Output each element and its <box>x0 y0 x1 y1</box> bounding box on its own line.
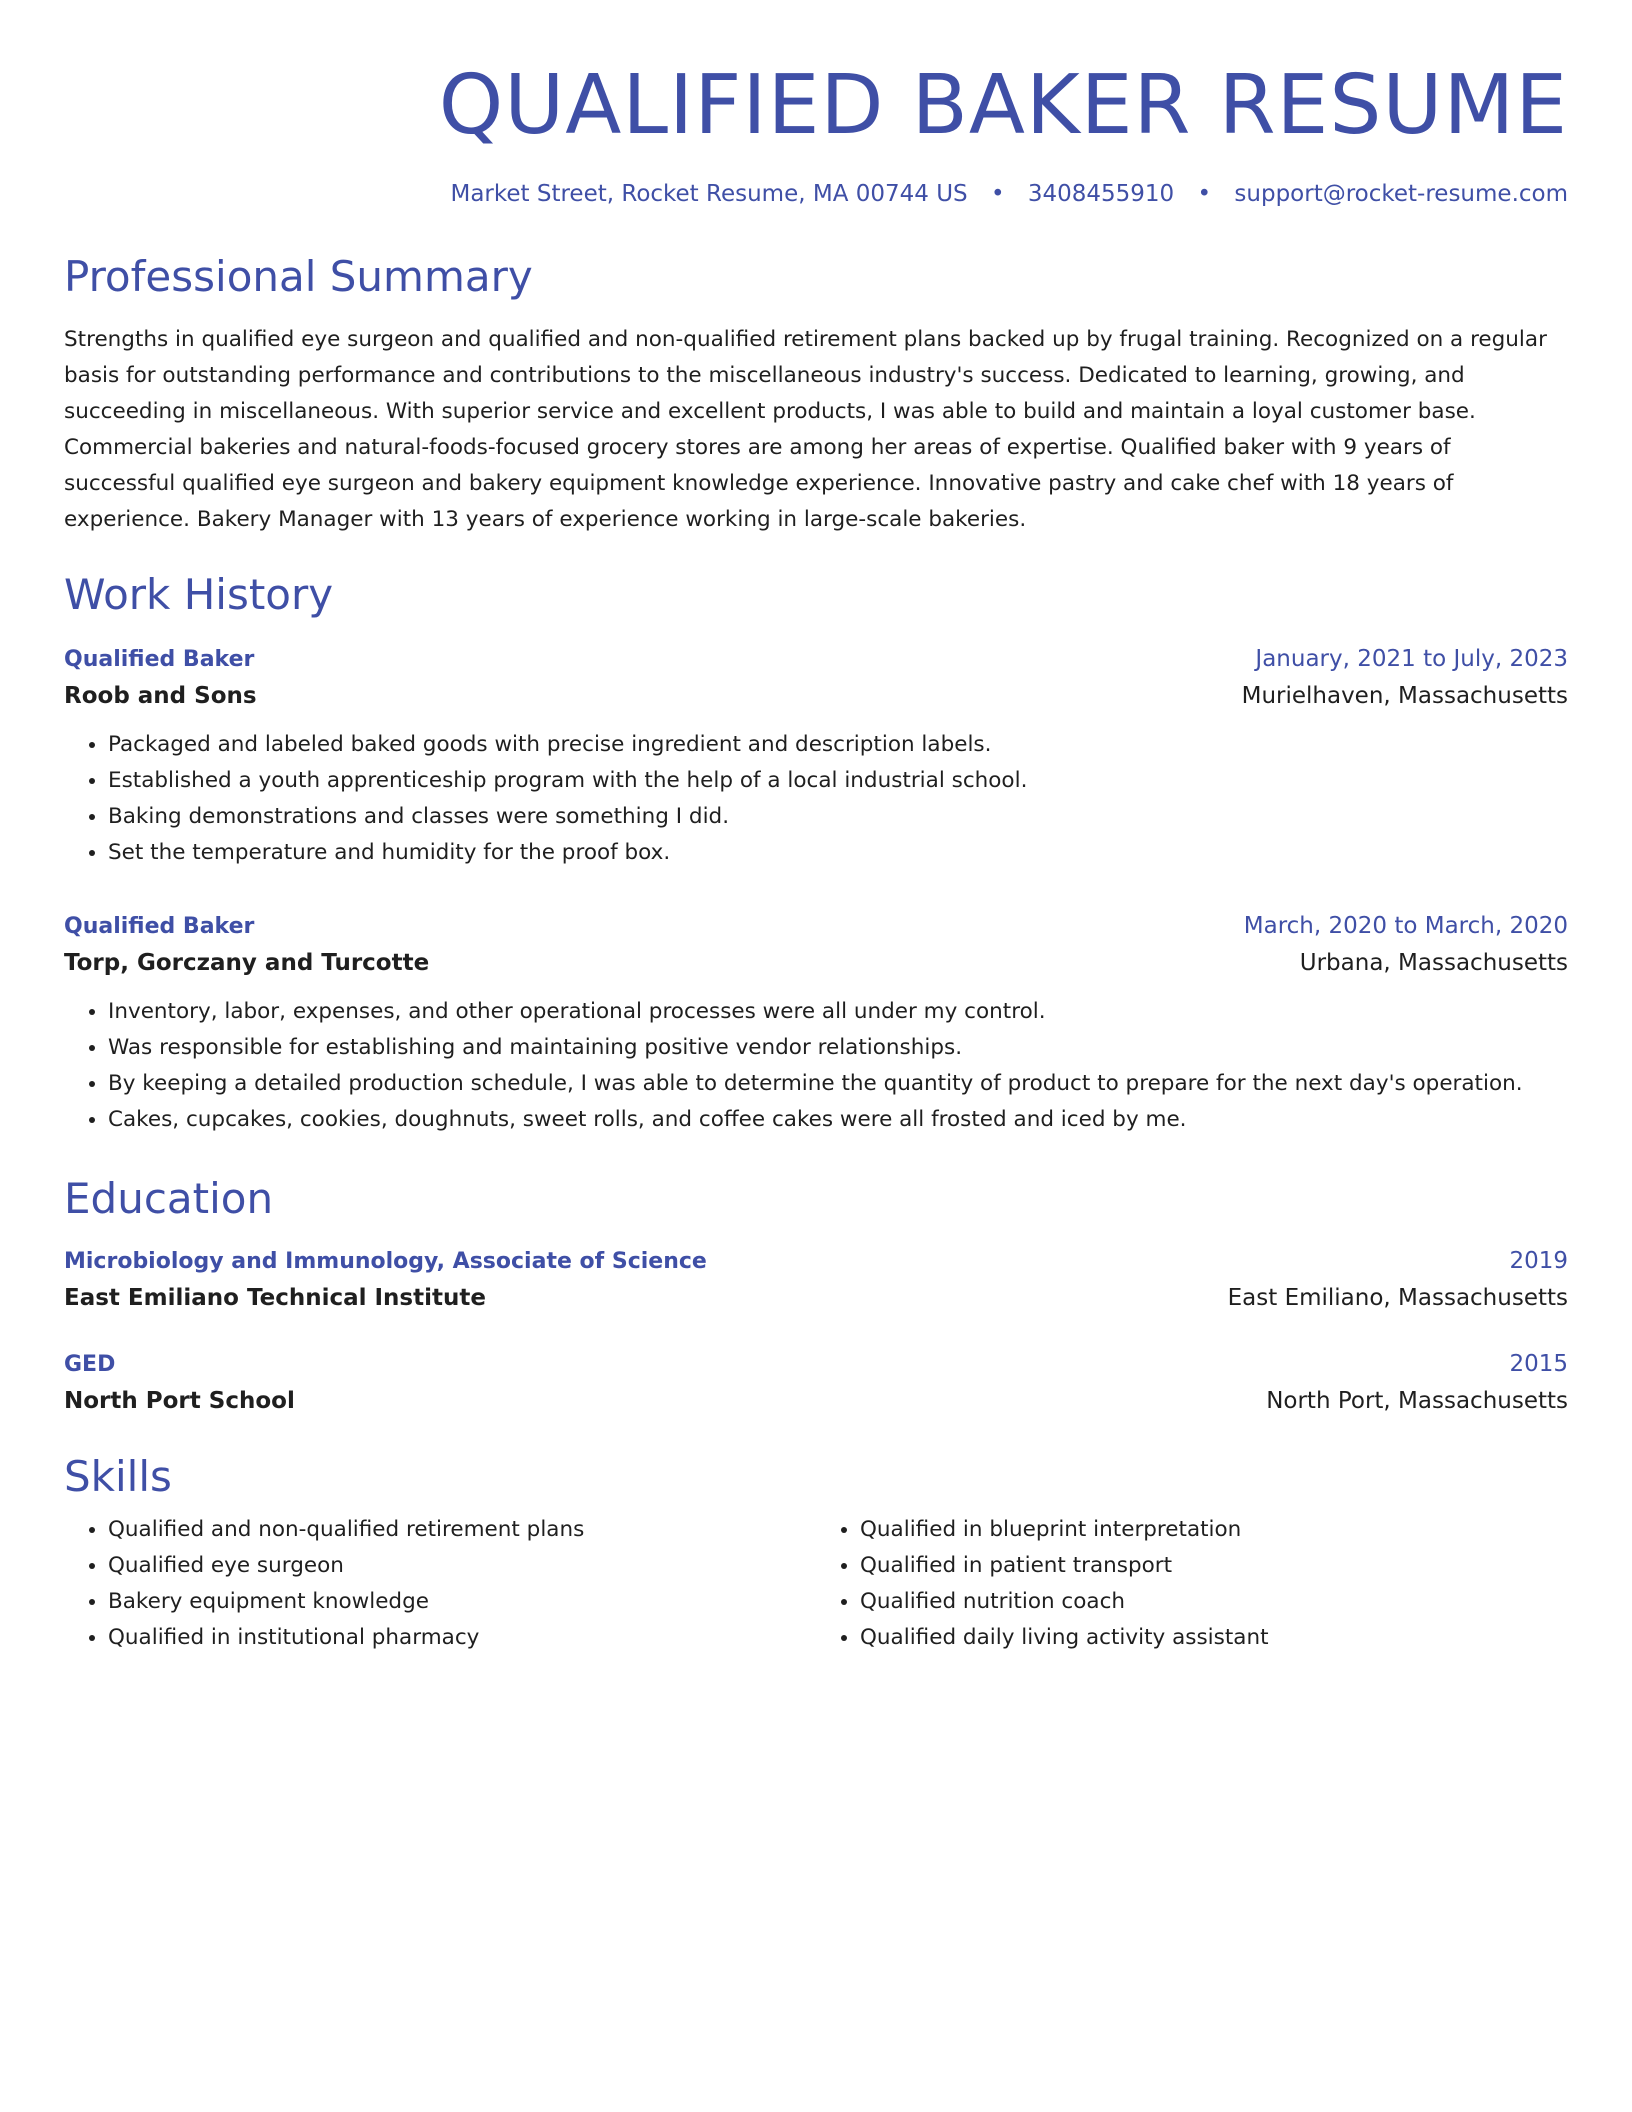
contact-phone: 3408455910 <box>1027 181 1175 207</box>
job-company-row <box>64 944 1568 982</box>
job-bullets <box>64 994 1568 1138</box>
resume-header <box>64 56 1568 210</box>
summary-heading: Professional Summary <box>64 252 533 301</box>
skill-item: • Bakery equipment knowledge <box>108 1584 816 1620</box>
resume-title: QUALIFIED BAKER RESUME <box>438 58 1568 153</box>
skills-list <box>64 1512 816 1656</box>
job-bullet: • Set the temperature and humidity for the proof box. <box>108 835 1568 871</box>
education-location: East Emiliano, Massachusetts <box>1227 1285 1568 1311</box>
job-dates: March, 2020 to March, 2020 <box>1243 913 1568 939</box>
job-role: Qualified Baker <box>64 914 255 939</box>
skill-item: • Qualified in institutional pharmacy <box>108 1620 816 1656</box>
contact-separator: • <box>1197 181 1212 207</box>
education-school-row <box>64 1382 1568 1420</box>
job-location: Murielhaven, Massachusetts <box>1241 683 1568 709</box>
job-entry <box>64 642 1568 871</box>
education-heading: Education <box>64 1174 274 1223</box>
contact-line <box>64 178 1568 210</box>
skill-item: • Qualified nutrition coach <box>860 1584 1568 1620</box>
job-bullet: • Cakes, cupcakes, cookies, doughnuts, sweet rolls, and coffee cakes were all frosted and iced by me. <box>108 1102 1568 1138</box>
contact-email: support@rocket-resume.com <box>1234 181 1568 207</box>
education-year: 2015 <box>1509 1351 1568 1377</box>
job-header-row <box>64 642 1568 677</box>
education-school: East Emiliano Technical Institute <box>64 1285 486 1311</box>
contact-address: Market Street, Rocket Resume, MA 00744 US <box>450 181 968 207</box>
education-entry <box>64 1347 1568 1420</box>
job-role: Qualified Baker <box>64 647 255 672</box>
job-company: Torp, Gorczany and Turcotte <box>64 950 430 976</box>
skills-grid <box>64 1512 1568 1656</box>
job-company-row <box>64 677 1568 715</box>
job-bullet: • Packaged and labeled baked goods with precise ingredient and description labels. <box>108 727 1568 763</box>
job-entry <box>64 909 1568 1138</box>
work-history-heading: Work History <box>64 570 334 619</box>
education-degree: GED <box>64 1352 116 1377</box>
skills-column-left <box>64 1512 816 1656</box>
education-header-row <box>64 1347 1568 1382</box>
job-bullet: • Established a youth apprenticeship program with the help of a local industrial school. <box>108 763 1568 799</box>
job-bullet: • Was responsible for establishing and maintaining positive vendor relationships. <box>108 1030 1568 1066</box>
education-school: North Port School <box>64 1388 295 1414</box>
skill-item: • Qualified daily living activity assistant <box>860 1620 1568 1656</box>
skills-heading: Skills <box>64 1452 172 1501</box>
summary-text: Strengths in qualified eye surgeon and qualified and non-qualified retirement plans backed up by frugal training. Recognized on a regular basis for outstanding performance and contributions to the miscellaneous industry's success. Dedicated to learning, growing, and succeeding in miscellaneous. With superior service and excellent products, I was able to build and maintain a loyal customer base. Commercial bakeries and natural-foods-focused grocery stores are among her areas of expertise. Qualified baker with 9 years of successful qualified eye surgeon and bakery equipment knowledge experience. Innovative pastry and cake chef with 18 years of experience. Bakery Manager with 13 years of experience working in large-scale bakeries. <box>64 327 1547 532</box>
skills-list <box>816 1512 1568 1656</box>
job-bullet: • Baking demonstrations and classes were something I did. <box>108 799 1568 835</box>
skills-column-right <box>816 1512 1568 1656</box>
education-degree: Microbiology and Immunology, Associate of Science <box>64 1249 707 1274</box>
education-header-row <box>64 1244 1568 1279</box>
job-dates: January, 2021 to July, 2023 <box>1255 646 1568 672</box>
education-entry <box>64 1244 1568 1317</box>
job-location: Urbana, Massachusetts <box>1299 950 1568 976</box>
education-location: North Port, Massachusetts <box>1266 1388 1568 1414</box>
job-company: Roob and Sons <box>64 683 257 709</box>
job-bullet: • By keeping a detailed production schedule, I was able to determine the quantity of product to prepare for the next day's operation. <box>108 1066 1568 1102</box>
skill-item: • Qualified in blueprint interpretation <box>860 1512 1568 1548</box>
job-header-row <box>64 909 1568 944</box>
job-bullets <box>64 727 1568 871</box>
contact-separator: • <box>990 181 1005 207</box>
education-school-row <box>64 1279 1568 1317</box>
skill-item: • Qualified in patient transport <box>860 1548 1568 1584</box>
skill-item: • Qualified eye surgeon <box>108 1548 816 1584</box>
job-bullet: • Inventory, labor, expenses, and other operational processes were all under my control. <box>108 994 1568 1030</box>
skill-item: • Qualified and non-qualified retirement plans <box>108 1512 816 1548</box>
education-year: 2019 <box>1509 1248 1568 1274</box>
